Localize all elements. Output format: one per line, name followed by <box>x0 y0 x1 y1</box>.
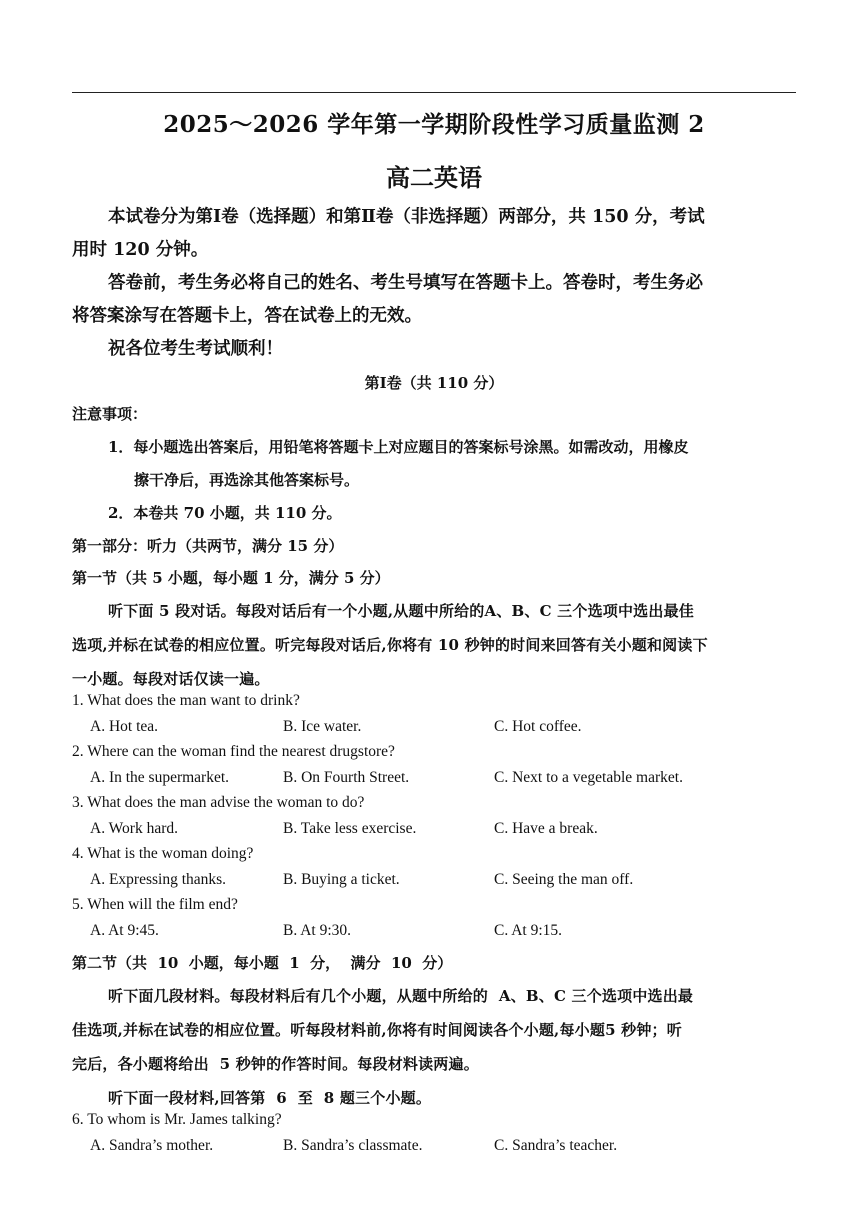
question-2: 2. Where can the woman find the nearest drugstore? <box>72 743 395 760</box>
note-1-line2: 擦干净后，再选涂其他答案标号。 <box>134 471 360 489</box>
top-rule <box>72 92 796 93</box>
intro-para1-line2: 用时 120 分钟。 <box>72 240 209 260</box>
section1-directions-line3: 一小题。每段对话仅读一遍。 <box>72 670 270 688</box>
question-6: 6. To whom is Mr. James talking? <box>72 1111 282 1128</box>
exam-subject: 高二英语 <box>386 163 482 192</box>
section2-heading: 第二节（共 10 小题，每小题 1 分， 满分 10 分） <box>72 954 453 972</box>
section2-directions-line3: 完后，各小题将给出 5 秒钟的作答时间。每段材料读两遍。 <box>72 1055 479 1073</box>
question-4-option-a: A. Expressing thanks. <box>90 871 227 888</box>
volume1-heading: 第Ⅰ卷（共 110 分） <box>364 374 504 392</box>
notes-title: 注意事项： <box>72 405 148 423</box>
question-3-option-b: B. Take less exercise. <box>283 820 417 837</box>
question-4-option-c: C. Seeing the man off. <box>494 871 634 888</box>
section1-directions-line2: 选项,并标在试卷的相应位置。听完每段对话后,你将有 10 秒钟的时间来回答有关小题和阅读下 <box>72 636 708 654</box>
question-2-option-b: B. On Fourth Street. <box>283 769 410 786</box>
question-5: 5. When will the film end? <box>72 896 238 913</box>
question-4-option-b: B. Buying a ticket. <box>283 871 400 888</box>
part1-heading: 第一部分：听力（共两节，满分 15 分） <box>72 537 344 555</box>
question-6-option-c: C. Sandra’s teacher. <box>494 1137 618 1154</box>
note-2: 2．本卷共 70 小题，共 110 分。 <box>108 504 342 522</box>
intro-para2-line1: 答卷前，考生务必将自己的姓名、考生号填写在答题卡上。答卷时，考生务必 <box>108 273 703 293</box>
question-5-option-a: A. At 9:45. <box>90 922 159 939</box>
intro-para3: 祝各位考生考试顺利！ <box>108 339 283 359</box>
question-1-option-a: A. Hot tea. <box>90 718 159 735</box>
question-6-option-a: A. Sandra’s mother. <box>90 1137 214 1154</box>
intro-para1-line1: 本试卷分为第Ⅰ卷（选择题）和第Ⅱ卷（非选择题）两部分，共 150 分，考试 <box>108 207 705 227</box>
question-3-option-a: A. Work hard. <box>90 820 179 837</box>
question-6-option-b: B. Sandra’s classmate. <box>283 1137 423 1154</box>
section1-directions-line1: 听下面 5 段对话。每段对话后有一个小题,从题中所给的A、B、C 三个选项中选出最佳 <box>108 602 694 620</box>
note-1-line1: 1．每小题选出答案后，用铅笔将答题卡上对应题目的答案标号涂黑。如需改动，用橡皮 <box>108 438 689 456</box>
section1-heading: 第一节（共 5 小题，每小题 1 分，满分 5 分） <box>72 569 390 587</box>
question-5-option-c: C. At 9:15. <box>494 922 563 939</box>
question-1-option-c: C. Hot coffee. <box>494 718 582 735</box>
section2-directions-line2: 佳选项,并标在试卷的相应位置。听每段材料前,你将有时间阅读各个小题,每小题5 秒钟；听 <box>72 1021 682 1039</box>
question-1: 1. What does the man want to drink? <box>72 692 300 709</box>
question-2-option-a: A. In the supermarket. <box>90 769 230 786</box>
question-1-option-b: B. Ice water. <box>283 718 362 735</box>
section2-sub-directions: 听下面一段材料,回答第 6 至 8 题三个小题。 <box>108 1089 432 1107</box>
question-5-option-b: B. At 9:30. <box>283 922 352 939</box>
intro-para2-line2: 将答案涂写在答题卡上，答在试卷上的无效。 <box>72 306 422 326</box>
question-2-option-c: C. Next to a vegetable market. <box>494 769 683 786</box>
exam-title: 2025～2026 学年第一学期阶段性学习质量监测 2 <box>163 111 705 138</box>
section2-directions-line1: 听下面几段材料。每段材料后有几个小题，从题中所给的 A、B、C 三个选项中选出最 <box>108 987 694 1005</box>
question-3: 3. What does the man advise the woman to do? <box>72 794 365 811</box>
question-3-option-c: C. Have a break. <box>494 820 598 837</box>
question-4: 4. What is the woman doing? <box>72 845 254 862</box>
